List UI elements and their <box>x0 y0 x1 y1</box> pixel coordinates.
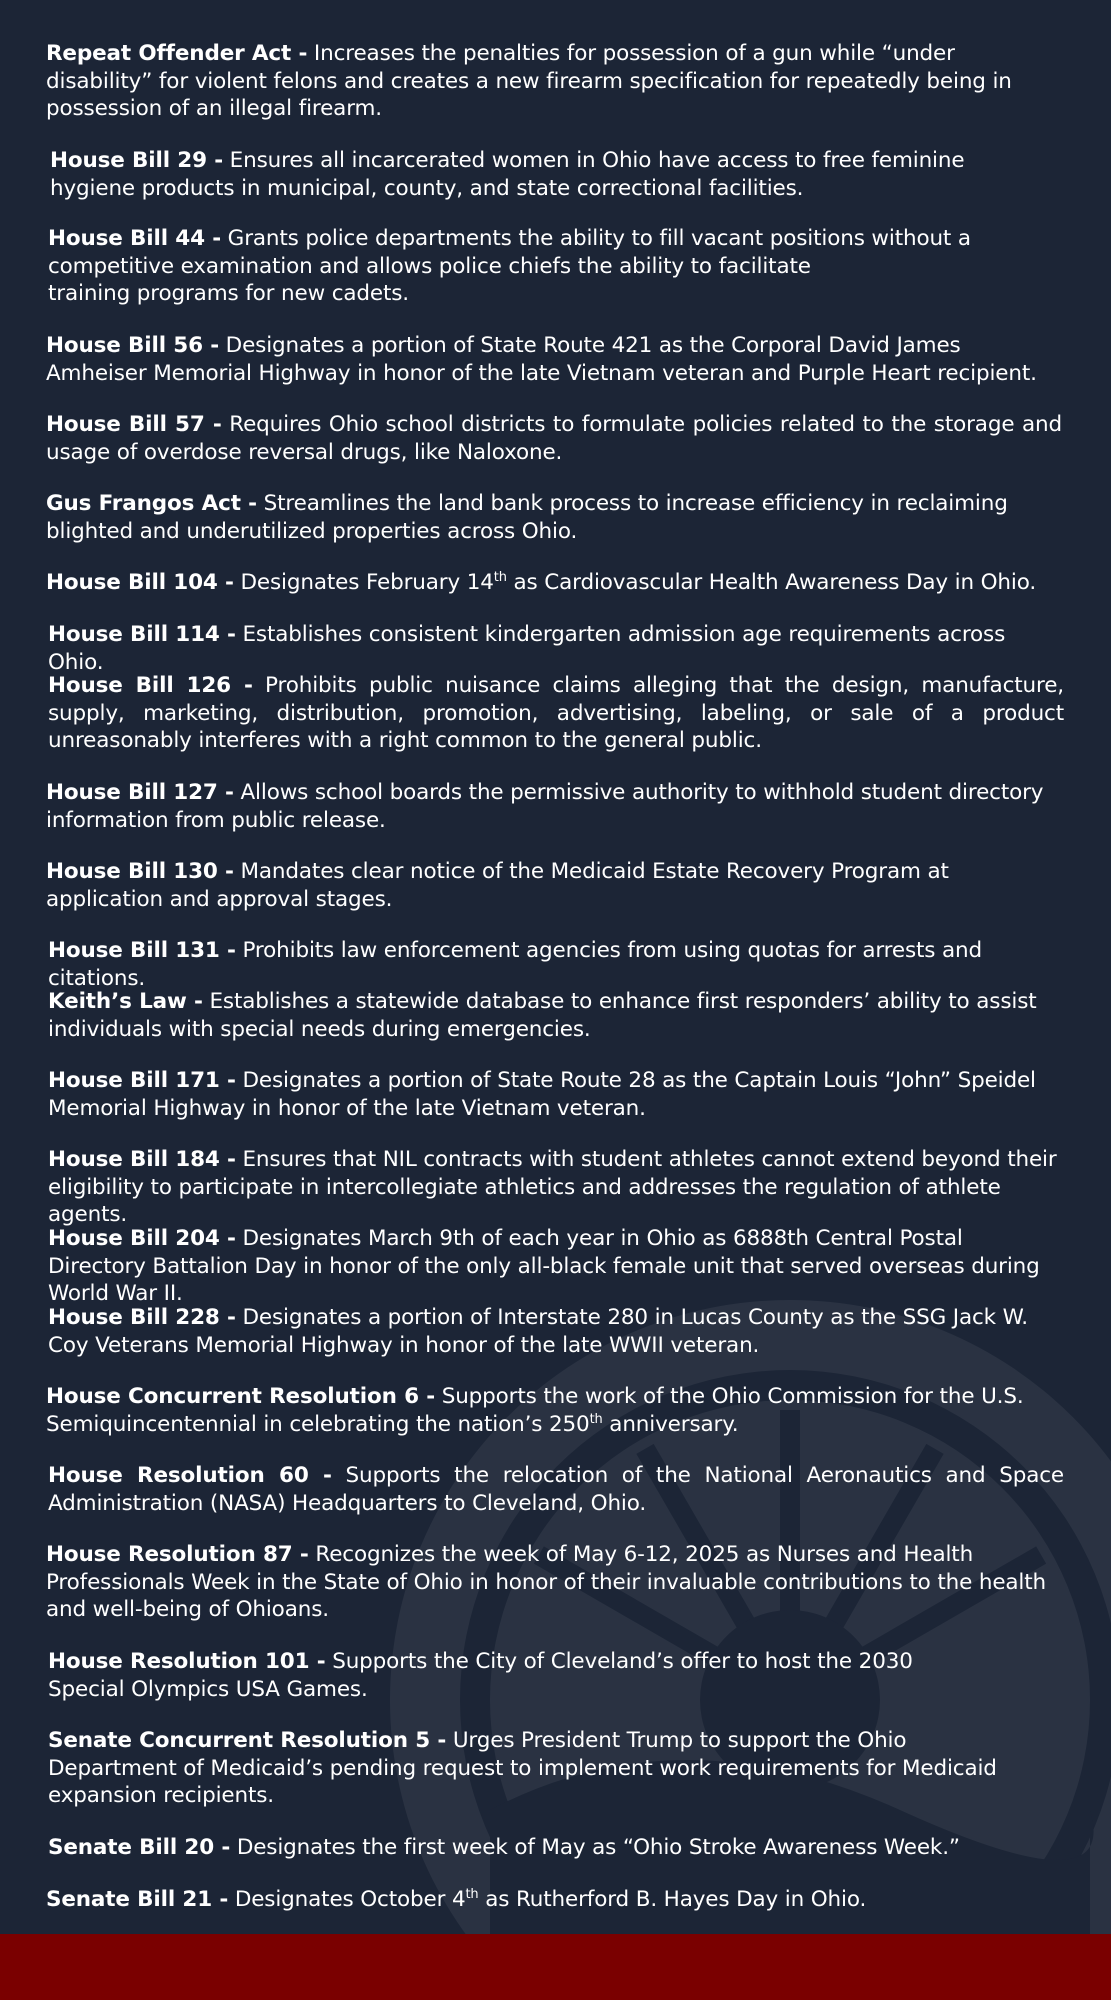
bill-description: Streamlines the land bank process to increase efficiency in reclaiming blighted and underutilized properties across Ohio. <box>46 491 1008 544</box>
bill-description: Establishes consistent kindergarten admission age requirements across Ohio. <box>48 622 1006 675</box>
bill-description: Supports the work of the Ohio Commission for the U.S. Semiquincentennial in celebrating the nation’s 250 <box>46 1384 1024 1437</box>
bill-item <box>50 147 1050 202</box>
bill-name: House Bill 104 - <box>46 570 234 595</box>
bill-item <box>46 490 1062 545</box>
bill-item <box>46 858 1062 913</box>
bill-description: Designates February 14 <box>233 570 494 595</box>
bill-name: House Bill 131 - <box>48 938 236 963</box>
bill-name: Keith’s Law - <box>48 989 203 1014</box>
bill-name: House Bill 114 - <box>48 622 236 647</box>
bill-name: House Bill 228 - <box>48 1305 236 1330</box>
bill-item <box>48 988 1048 1043</box>
bill-item <box>48 1067 1064 1122</box>
bill-item <box>46 1541 1062 1624</box>
bill-description: Ensures that NIL contracts with student athletes cannot extend beyond their eligibility to participate in intercollegiate athletics and addresses the regulation of athlete agents. <box>48 1147 1057 1227</box>
bill-item <box>46 332 1062 387</box>
bill-description-continued: anniversary. <box>602 1411 739 1437</box>
bill-name: House Concurrent Resolution 6 - <box>46 1384 436 1409</box>
bill-description-continued: as Rutherford B. Hayes Day in Ohio. <box>478 1887 867 1912</box>
bill-name: Gus Frangos Act - <box>46 491 257 516</box>
bill-name: Senate Bill 21 - <box>46 1887 229 1912</box>
bill-item <box>48 1462 1064 1517</box>
bill-description: Designates a portion of State Route 28 as the Captain Louis “John” Speidel Memorial Highway in honor of the late Vietnam veteran. <box>48 1068 1036 1121</box>
bill-description: Mandates clear notice of the Medicaid Estate Recovery Program at application and approval stages. <box>46 859 949 912</box>
bill-description: Increases the penalties for possession of a gun while “under disability” for violent felons and creates a new firearm specification for repeatedly being in possession of an illegal firearm. <box>46 41 1012 121</box>
bill-description: Prohibits law enforcement agencies from using quotas for arrests and citations. <box>48 938 983 991</box>
bill-name: House Bill 127 - <box>46 780 234 805</box>
bill-name: House Bill 44 - <box>48 226 221 251</box>
bill-item <box>46 779 1062 834</box>
bill-name: Senate Concurrent Resolution 5 - <box>48 1728 447 1753</box>
bill-name: Senate Bill 20 - <box>48 1835 231 1860</box>
bill-name: House Resolution 101 - <box>48 1649 326 1674</box>
bill-item <box>48 672 1064 755</box>
bill-description: Designates October 4 <box>228 1887 466 1912</box>
footer-bar <box>0 1934 1111 2000</box>
bill-description: Designates the first week of May as “Ohio Stroke Awareness Week.” <box>230 1835 960 1860</box>
bill-name: House Bill 204 - <box>48 1226 236 1251</box>
bill-name: House Bill 130 - <box>46 859 234 884</box>
bill-item <box>48 225 1064 308</box>
bill-item <box>48 1834 1064 1862</box>
bill-item <box>46 1383 1062 1438</box>
bill-item <box>48 937 1064 992</box>
bill-description: Urges President Trump to support the Ohio Department of Medicaid’s pending request to implement work requirements for Medicaid expansion recipients. <box>48 1728 997 1808</box>
bill-name: House Bill 57 - <box>46 412 222 437</box>
bill-item <box>48 1727 1008 1810</box>
bill-description: Designates a portion of Interstate 280 in Lucas County as the SSG Jack W. Coy Veterans Memorial Highway in honor of the late WWII veteran. <box>48 1305 1028 1358</box>
bill-description: Recognizes the week of May 6-12, 2025 as Nurses and Health Professionals Week in the State of Ohio in honor of their invaluable contributions to the health and well-being of Ohioans. <box>46 1542 1046 1622</box>
bill-item <box>46 411 1062 466</box>
bill-description: Prohibits public nuisance claims alleging that the design, manufacture, supply, marketing, distribution, promotion, advertising, labeling, or sale of a product unreasonably interferes with a right common to the general public. <box>48 673 1064 753</box>
ordinal-suffix: th <box>589 1411 603 1427</box>
bill-item <box>46 40 1062 123</box>
bill-name: House Bill 126 - <box>48 673 253 698</box>
bill-item <box>46 1886 1062 1914</box>
ordinal-suffix: th <box>465 1886 479 1902</box>
bill-item <box>48 1648 948 1703</box>
bill-description: Designates a portion of State Route 421 as the Corporal David James Amheiser Memorial Highway in honor of the late Vietnam veteran and Purple Heart recipient. <box>46 333 1037 386</box>
bill-description: Grants police departments the ability to fill vacant positions without a competitive examination and allows police chiefs the ability to facilitate <box>48 226 971 279</box>
bill-description: Ensures all incarcerated women in Ohio have access to free feminine hygiene products in municipal, county, and state correctional facilities. <box>50 148 965 201</box>
bill-description: Supports the City of Cleveland’s offer to host the 2030 Special Olympics USA Games. <box>48 1649 913 1702</box>
bill-name: House Bill 56 - <box>46 333 219 358</box>
bill-description: Supports the relocation of the National Aeronautics and Space Administration (NASA) Headquarters to Cleveland, Ohio. <box>48 1463 1065 1516</box>
bill-description-continued: as Cardiovascular Health Awareness Day in Ohio. <box>506 570 1037 595</box>
bill-name: House Bill 29 - <box>50 148 223 173</box>
bill-name: House Bill 171 - <box>48 1068 236 1093</box>
bill-item <box>46 569 1062 597</box>
bill-description-continued: training programs for new cadets. <box>48 281 409 306</box>
bill-item <box>48 1304 1064 1359</box>
bill-description: Requires Ohio school districts to formulate policies related to the storage and usage of overdose reversal drugs, like Naloxone. <box>46 412 1062 465</box>
bill-item <box>48 621 1064 676</box>
bill-name: House Resolution 60 - <box>48 1463 332 1488</box>
bill-item <box>48 1225 1064 1308</box>
bill-name: Repeat Offender Act - <box>46 41 308 66</box>
bill-name: House Resolution 87 - <box>46 1542 309 1567</box>
bill-name: House Bill 184 - <box>48 1147 236 1172</box>
ordinal-suffix: th <box>493 569 507 585</box>
bill-item <box>48 1146 1064 1229</box>
bill-description: Allows school boards the permissive authority to withhold student directory information from public release. <box>46 780 1044 833</box>
bill-description: Designates March 9th of each year in Ohio as 6888th Central Postal Directory Battalion Day in honor of the only all-black female unit that served overseas during World War II. <box>48 1226 1040 1306</box>
bill-description: Establishes a statewide database to enhance first responders’ ability to assist individuals with special needs during emergencies. <box>48 989 1037 1042</box>
